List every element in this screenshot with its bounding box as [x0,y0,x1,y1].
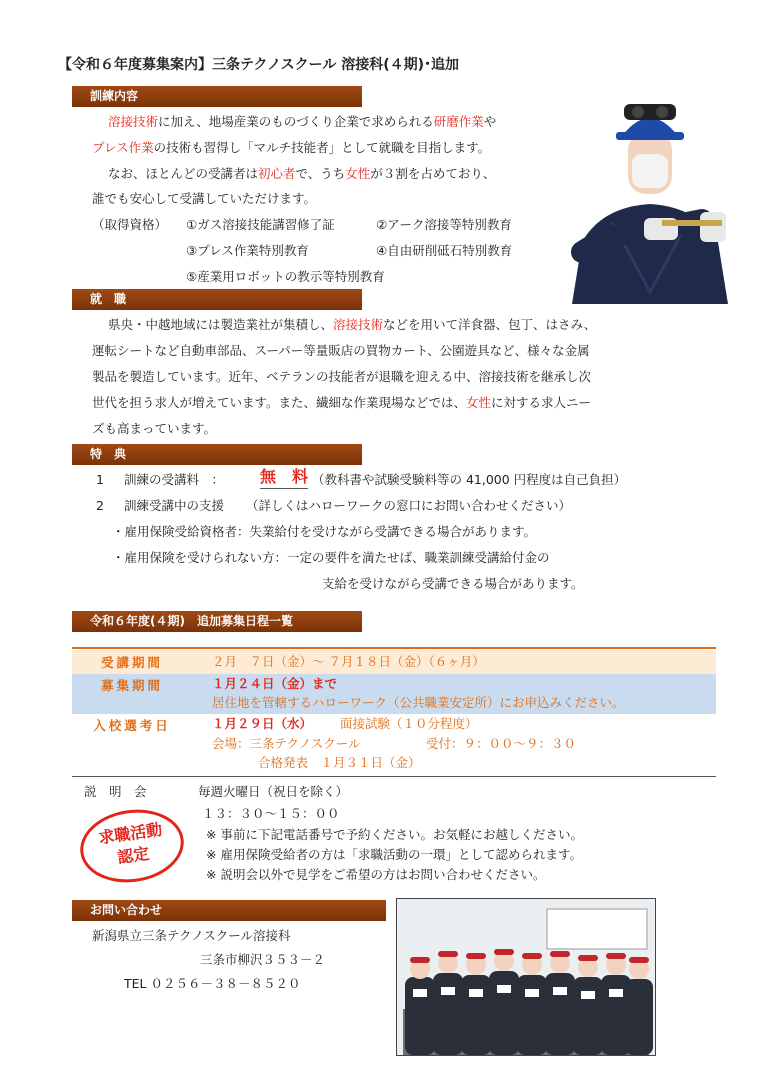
welder-photo [552,92,748,304]
briefing-note-3: ※ 説明会以外で見学をご希望の方はお問い合わせください。 [206,867,546,882]
section-header-contact: お問い合わせ [72,900,386,921]
schedule-top-rule [72,647,716,649]
qualification-2: ②アーク溶接等特別教育 [376,217,512,232]
schedule-row-exam [72,714,716,774]
press-highlight: プレス作業 [92,140,154,155]
recruit-deadline: １月２４日（金）まで [212,676,338,691]
briefing-note-1: ※ 事前に下記電話番号で予約ください。お気軽にお越しください。 [206,827,583,842]
text-span: に加え、地場産業のものづくり企業で求められる [158,114,434,129]
women-highlight: 女性 [345,166,371,181]
benefit-2-note: （詳しくはハローワークの窓口にお問い合わせください） [246,498,572,513]
training-para1-line2 [92,139,490,157]
exam-date: １月２９日（水） [212,716,313,731]
beginner-highlight: 初心者 [258,166,296,181]
section-header-employment: 就 職 [72,289,362,310]
training-para2-line1 [108,165,495,183]
stamp-line-2: 認定 [116,843,151,868]
contact-org: 新潟県立三条テクノスクール溶接科 [92,928,291,943]
briefing-day: 毎週火曜日（祝日を除く） [198,784,349,799]
benefit-insured: ・雇用保険受給資格者：失業給付を受けながら受講できる場合があります。 [112,524,537,539]
benefit-1-number: 1 [96,472,104,487]
group-photo [396,898,656,1056]
briefing-note-2: ※ 雇用保険受給者の方は「求職活動の一環」として認められます。 [206,847,582,862]
recruit-note: 居住地を管轄するハローワーク（公共職業安定所）にお申込みください。 [212,695,625,710]
women-highlight-2: 女性 [466,395,492,410]
recruit-label: 募集期間 [100,678,163,693]
benefit-1-label: 訓練の受講料 ： [124,472,225,487]
employment-line1 [108,316,596,334]
text-span: なお、ほとんどの受講者は [108,166,259,181]
section-header-benefits: 特 典 [72,444,362,465]
briefing-label: 説 明 会 [84,784,147,799]
page-title: 【令和６年度募集案内】三条テクノスクール 溶接科(４期)･追加 [58,57,459,73]
qualification-1: ①ガス溶接技能講習修了証 [186,217,335,232]
job-search-certified-stamp [75,803,188,889]
period-label: 受講期間 [100,655,163,670]
benefit-uninsured: ・雇用保険を受けられない方：一定の要件を満たせば、職業訓練受講給付金の [112,550,550,565]
qualification-5: ⑤産業用ロボットの教示等特別教育 [186,269,385,284]
welding-tech-highlight-2: 溶接技術 [333,317,384,332]
group-illustration [397,899,655,1055]
contact-address: 三条市柳沢３５３－２ [200,952,326,967]
text-span: 世代を担う求人が増えています。また、繊細な作業現場などでは、 [92,395,467,410]
period-value: ２月 ７日（金）～ ７月１８日（金）（６ヶ月） [212,654,485,669]
welding-tech-highlight: 溶接技術 [108,114,159,129]
schedule-row-recruit [72,674,716,714]
training-para1-line1 [108,113,496,131]
text-span: で、うち [295,166,346,181]
benefit-2-label: 訓練受講中の支援 [124,498,225,513]
exam-type: 面接試験（１０分程度） [340,716,478,731]
free-tuition-badge: 無 料 [260,467,308,489]
exam-venue: 会場：三条テクノスクール [212,736,361,751]
employment-line2: 運転シートなど自動車部品、スーパー等量販店の買物カート、公園遊具など、様々な金属 [92,343,590,358]
stamp-line-1: 求職活動 [97,819,164,848]
text-span: 県央・中越地域には製造業社が集積し、 [108,317,334,332]
benefit-uninsured-cont: 支給を受けながら受講できる場合があります。 [322,576,584,591]
section-header-schedule: 令和６年度(４期) 追加募集日程一覧 [72,611,362,632]
briefing-time: １３：３０～１５：００ [202,806,340,821]
contact-tel: TEL ０２５６－３８－８５２０ [124,976,301,991]
text-span: の技術も習得し「マルチ技能者」として就職を目指します。 [153,140,491,155]
benefit-1-note: （教科書や試験受験料等の 41,000 円程度は自己負担） [312,472,627,487]
employment-line4 [92,394,591,412]
qualification-4: ④自由研削砥石特別教育 [376,243,513,258]
text-span: が３割を占めており、 [370,166,496,181]
benefit-2-number: 2 [96,498,104,513]
text-span: に対する求人ニー [491,395,592,410]
welder-illustration [552,92,748,304]
schedule-bottom-rule [72,776,716,777]
exam-result: 合格発表 １月３１日（金） [258,755,421,770]
exam-reception: 受付：９：００～９：３０ [426,736,577,751]
text-span: などを用いて洋食器、包丁、はさみ、 [383,317,597,332]
polishing-highlight: 研磨作業 [433,114,484,129]
training-para2-line2: 誰でも安心して受講していただけます。 [92,191,317,206]
section-header-training: 訓練内容 [72,86,362,107]
qualification-3: ③プレス作業特別教育 [186,243,309,258]
employment-line3: 製品を製造しています。近年、ベテランの技能者が退職を迎える中、溶接技術を継承し次 [92,369,592,384]
exam-label: 入校選考日 [93,718,171,733]
employment-line5: ズも高まっています。 [92,421,217,436]
qualification-label: （取得資格） [92,217,168,232]
schedule-row-period [72,650,716,674]
text-span: や [483,114,497,129]
